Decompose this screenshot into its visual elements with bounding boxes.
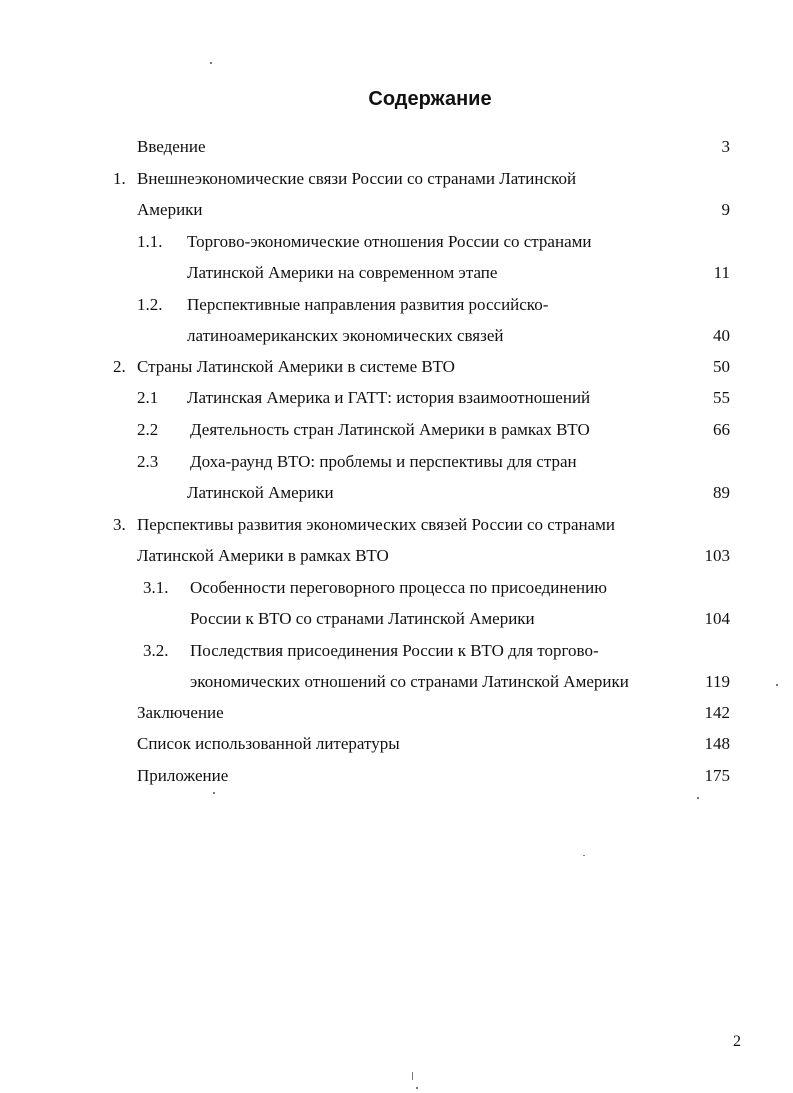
toc-page-number: 104: [704, 609, 730, 628]
toc-page-number: 50: [713, 357, 730, 376]
scan-speck: [776, 684, 778, 686]
toc-entry-text: Приложение: [137, 766, 229, 785]
toc-entry-text: Список использованной литературы: [137, 734, 400, 753]
toc-entry-text: Деятельность стран Латинской Америки в рамках ВТО: [190, 420, 590, 439]
toc-entry-text-cont: Латинской Америки на современном этапе: [187, 263, 498, 282]
toc-entry-text-cont: Америки: [137, 200, 203, 219]
scan-speck: [416, 1087, 418, 1089]
toc-entry-text-cont: экономических отношений со странами Латинской Америки: [190, 672, 629, 691]
toc-page-number: 55: [713, 388, 730, 407]
toc-entry-text: Заключение: [137, 703, 224, 722]
toc-page-number: 11: [713, 263, 730, 282]
toc-entry-number: 3.: [113, 515, 126, 534]
scan-speck: [210, 62, 212, 64]
toc-entry-number: 2.2: [137, 420, 159, 439]
toc-entry-number: 2.3: [137, 452, 159, 471]
toc-entry-text-cont: Латинской Америки в рамках ВТО: [137, 546, 389, 565]
scan-speck: [412, 1072, 413, 1080]
toc-entry-text: Латинская Америка и ГАТТ: история взаимоотношений: [187, 388, 591, 407]
toc-entry-text: Внешнеэкономические связи России со странами Латинской: [137, 169, 577, 188]
scan-speck: [697, 797, 699, 799]
page-number: 2: [733, 1033, 741, 1050]
toc-entry-number: 1.: [113, 169, 126, 188]
scan-speck: [583, 855, 585, 856]
toc-page-number: 3: [721, 137, 730, 156]
toc-entry-number: 2.: [113, 357, 126, 376]
toc-page-number: 66: [713, 420, 730, 439]
toc-entry-number: 1.1.: [137, 232, 163, 251]
toc-entry-text-cont: России к ВТО со странами Латинской Америки: [190, 609, 535, 628]
toc-entry-text: Введение: [137, 137, 206, 156]
page-title: Содержание: [368, 88, 492, 110]
toc-entry-text-cont: Латинской Америки: [187, 483, 334, 502]
toc-entry-text-cont: латиноамериканских экономических связей: [187, 326, 504, 345]
toc-entry-text: Торгово-экономические отношения России со странами: [187, 232, 592, 251]
toc-page-number: 9: [721, 200, 730, 219]
toc-entry-text: Перспективные направления развития российско-: [187, 295, 549, 314]
scan-speck: [213, 792, 215, 794]
toc-entry-number: 2.1: [137, 388, 159, 407]
toc-entry-number: 3.2.: [143, 641, 169, 660]
toc-page-number: 40: [713, 326, 730, 345]
toc-page-number: 89: [713, 483, 730, 502]
toc-entry-text: Последствия присоединения России к ВТО для торгово-: [190, 641, 599, 660]
toc-page-number: 175: [704, 766, 730, 785]
toc-page-number: 142: [704, 703, 730, 722]
toc-entry-text: Перспективы развития экономических связей России со странами: [137, 515, 616, 534]
toc-entry-text: Страны Латинской Америки в системе ВТО: [137, 357, 455, 376]
toc-entry-number: 3.1.: [143, 578, 169, 597]
toc-entry-text: Особенности переговорного процесса по присоединению: [190, 578, 607, 597]
toc-page-number: 119: [705, 672, 730, 691]
toc-page-number: 103: [704, 546, 730, 565]
toc-page-number: 148: [704, 734, 730, 753]
toc-entry-number: 1.2.: [137, 295, 163, 314]
toc-entry-text: Доха-раунд ВТО: проблемы и перспективы для стран: [190, 452, 577, 471]
